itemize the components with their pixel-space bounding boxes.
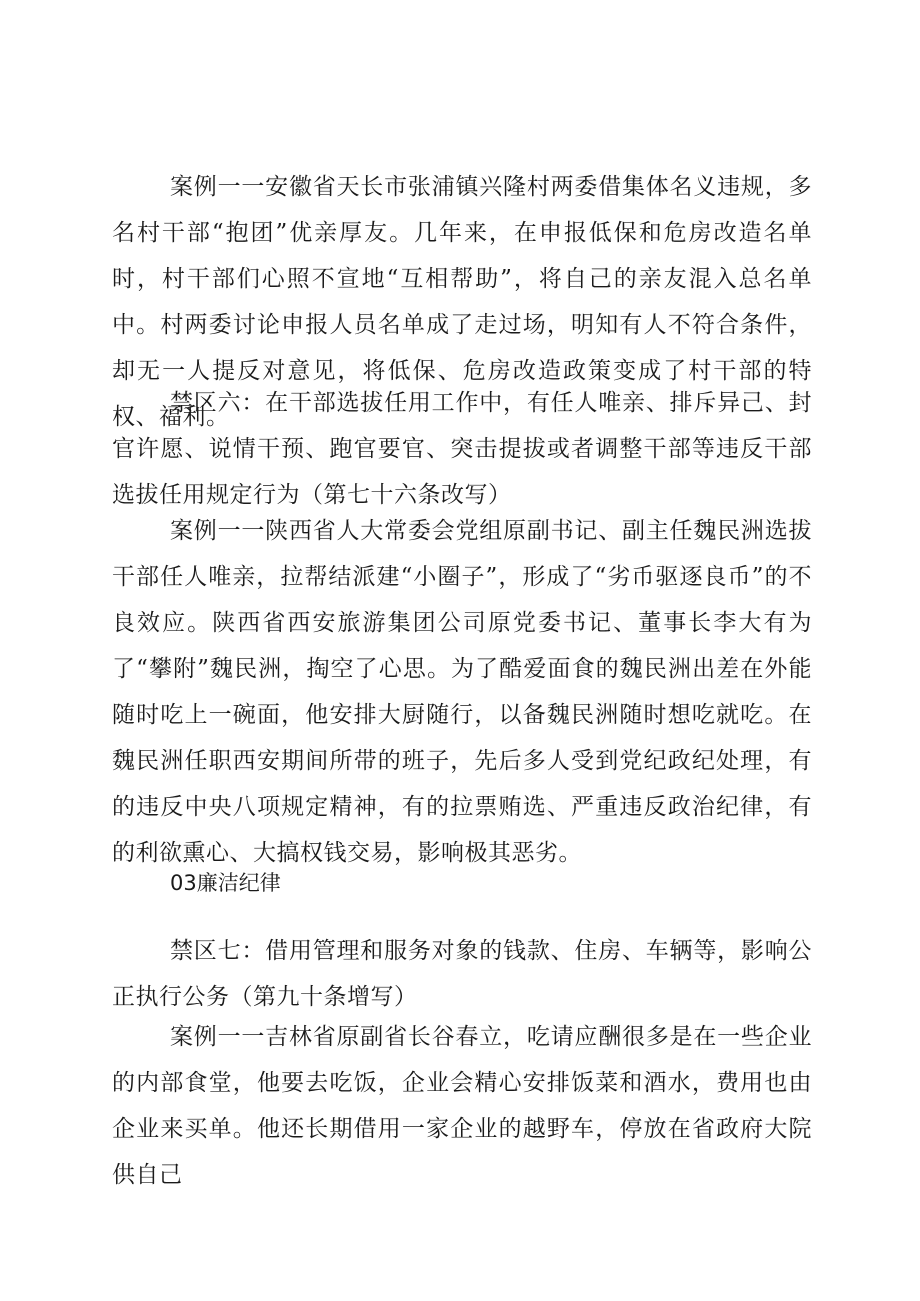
- case-paragraph-anhui: 案例一一安徽省天长市张浦镇兴隆村两委借集体名义违规，多名村干部“抱团”优亲厚友。几年来，在申报低保和危房改造名单时，村干部们心照不宣地“互相帮助”，将自己的亲友混入总名单中。村两委讨论申报人员名单成了走过场，明知有人不符合条件，却无一人提反对意见，将低保、危房改造政策变成了村干部的特权、福利。: [112, 174, 812, 430]
- section-heading: 03廉洁纪律: [170, 871, 281, 895]
- case-paragraph-shaanxi: 案例一一陕西省人大常委会党组原副书记、副主任魏民洲选拔干部任人唯亲，拉帮结派建“小圈子”，形成了“劣币驱逐良币”的不良效应。陕西省西安旅游集团公司原党委书记、董事长李大有为了“攀附”魏民洲，掏空了心思。为了酷爱面食的魏民洲出差在外能随时吃上一碗面，他安排大厨随行，以备魏民洲随时想吃就吃。在魏民洲任职西安期间所带的班子，先后多人受到党纪政纪处理，有的违反中央八项规定精神，有的拉票贿选、严重违反政治纪律，有的利欲熏心、大搞权钱交易，影响极其恶劣。: [112, 518, 812, 866]
- case-paragraph-jilin: 案例一一吉林省原副省长谷春立，吃请应酬很多是在一些企业的内部食堂，他要去吃饭，企业会精心安排饭菜和酒水，费用也由企业来买单。他还长期借用一家企业的越野车，停放在省政府大院供自己: [112, 1024, 812, 1188]
- forbidden-zone-seven-paragraph: 禁区七：借用管理和服务对象的钱款、住房、车辆等，影响公正执行公务（第九十条增写）: [112, 938, 812, 1010]
- forbidden-zone-six-paragraph: 禁区六：在干部选拔任用工作中，有任人唯亲、排斥异己、封官许愿、说情干预、跑官要官、突击提拔或者调整干部等违反干部选拔任用规定行为（第七十六条改写）: [112, 390, 812, 508]
